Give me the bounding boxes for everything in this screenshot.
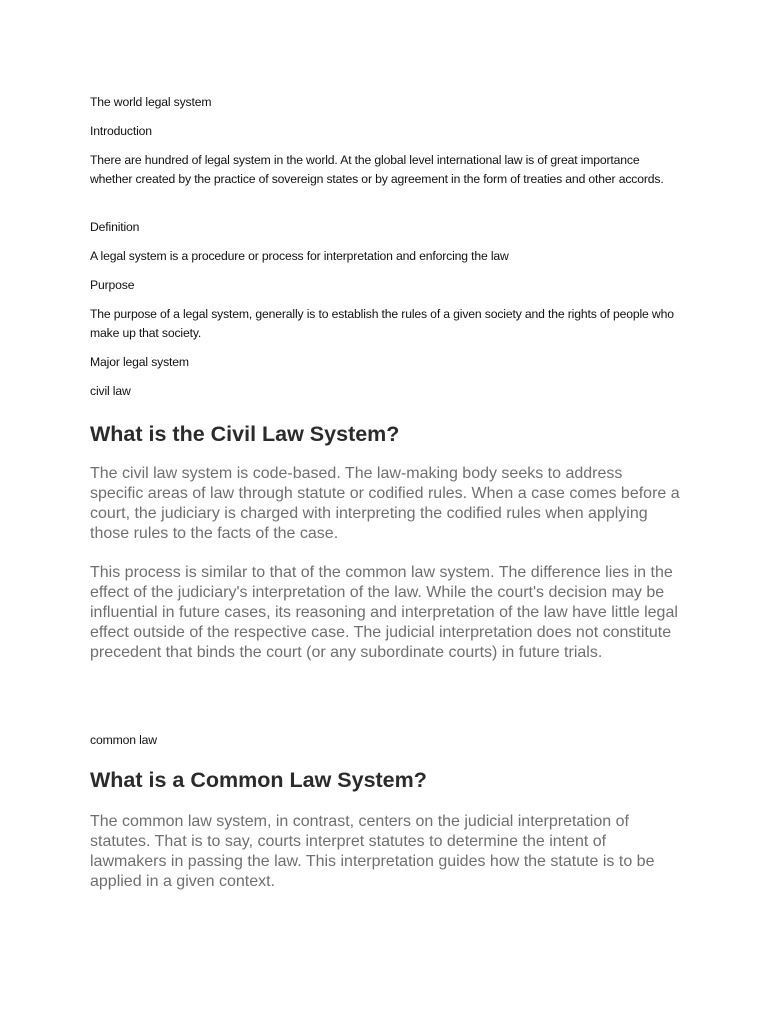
major-legal-system-heading: Major legal system — [90, 355, 189, 369]
purpose-paragraph: The purpose of a legal system, generally is to establish the rules of a given society and the rights of people who make up that society. — [90, 307, 674, 340]
civil-law-title: What is the Civil Law System? — [90, 422, 400, 446]
common-law-paragraph: The common law system, in contrast, centers on the judicial interpretation of statutes. That is to say, courts interpret statutes to determine the intent of lawmakers in passing the law. This interpretation guides how the statute is to be applied in a given context. — [90, 813, 655, 890]
purpose-heading: Purpose — [90, 278, 135, 292]
definition-heading: Definition — [90, 220, 140, 234]
civil-law-paragraph-2: This process is similar to that of the common law system. The difference lies in the effect of the judiciary's interpretation of the law. While the court's decision may be influential in future cases, its reasoning and interpretation of the law have little legal effect outside of the respective case. The judicial interpretation does not constitute precedent that binds the court (or any subordinate courts) in future trials. — [90, 564, 678, 661]
introduction-heading: Introduction — [90, 124, 152, 138]
common-law-label: common law — [90, 733, 157, 747]
civil-law-label: civil law — [90, 384, 131, 398]
definition-paragraph: A legal system is a procedure or process for interpretation and enforcing the law — [90, 249, 509, 263]
document-title: The world legal system — [90, 95, 212, 109]
introduction-paragraph: There are hundred of legal system in the world. At the global level international law is of great importance whether created by the practice of sovereign states or by agreement in the form of treaties and other accords. — [90, 153, 664, 186]
civil-law-paragraph-1: The civil law system is code-based. The law-making body seeks to address specific areas of law through statute or codified rules. When a case comes before a court, the judiciary is charged with interpreting the codified rules when applying those rules to the facts of the case. — [90, 465, 680, 542]
common-law-title: What is a Common Law System? — [90, 768, 427, 792]
